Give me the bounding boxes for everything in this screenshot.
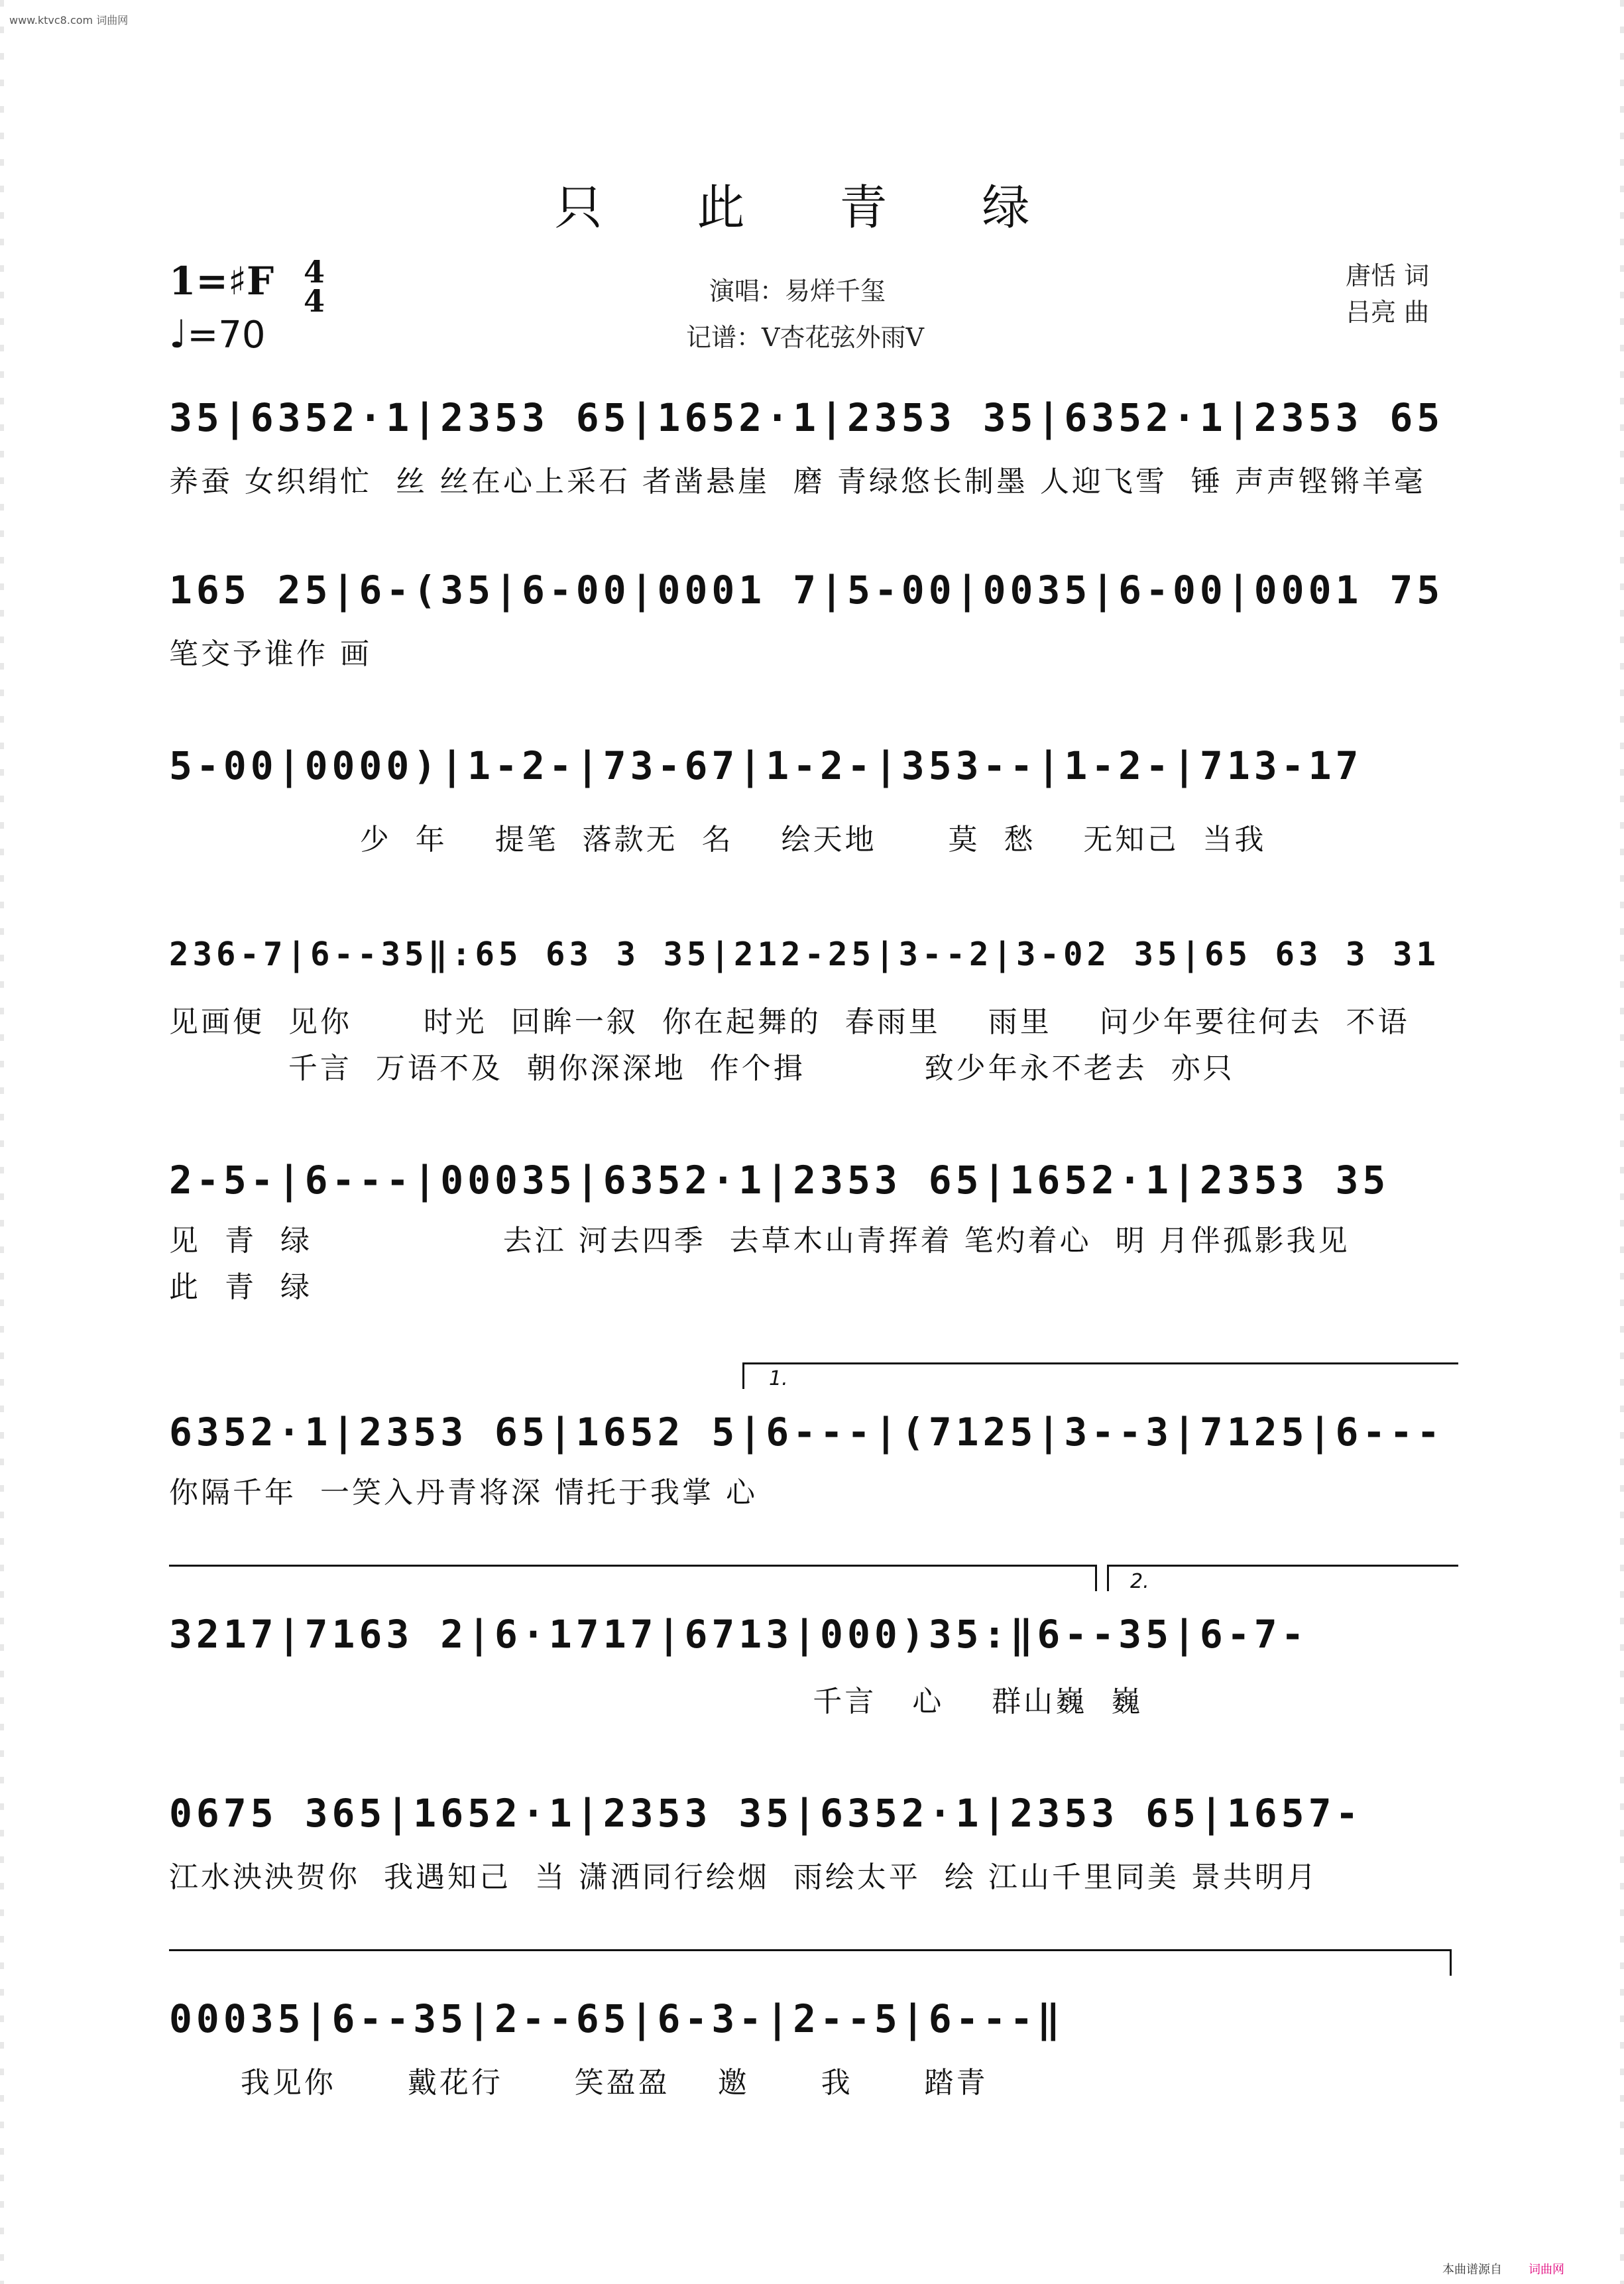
notation-line: 35|6352·1|2353 65|1652·1|2353 35|6352·1|2353 65: [169, 395, 1444, 440]
tempo-marking: [169, 312, 266, 357]
song-title: 只 此 青 绿: [554, 180, 1070, 235]
notation-line: 3217|7163 2|6·1717|6713|000)35:‖6--35|6-7-: [169, 1612, 1308, 1657]
time-sig-bottom: 4: [304, 283, 325, 319]
source-footer-text: 本曲谱源自: [1442, 2263, 1502, 2277]
lyric-line: 我见你 戴花行 笑盈盈 邀 我 踏青: [169, 2066, 988, 2100]
lyric-line-verse-1: 见 青 绿 去江 河去四季 去草木山青挥着 笔灼着心 明 月伴孤影我见: [169, 1224, 1350, 1258]
left-margin-strip: [0, 0, 4, 2284]
notation-line: 236-7|6--35‖:65 63 3 35|212-25|3--2|3-02 35|65 63 3 31: [169, 935, 1440, 973]
lyricist-credit: 唐恬 词: [1346, 261, 1430, 290]
coda-bracket-end: [1450, 1949, 1452, 1976]
volta-bracket-2-hook: [1107, 1565, 1109, 1591]
notation-line: 00035|6--35|2--65|6-3-|2--5|6---‖: [169, 1996, 1065, 2041]
volta-bracket-1-hook: [742, 1362, 744, 1389]
volta-bracket-1: [742, 1362, 1458, 1364]
right-margin-strip: [1620, 0, 1624, 2284]
lyric-line-verse-1: 见画便 见你 时光 回眸一叙 你在起舞的 春雨里 雨里 问少年要往何去 不语: [169, 1005, 1410, 1039]
composer-credit: 吕亮 曲: [1346, 298, 1430, 327]
site-watermark: www.ktvc8.com 词曲网: [9, 14, 129, 27]
notation-line: 0675 365|1652·1|2353 35|6352·1|2353 65|1657-: [169, 1791, 1363, 1836]
volta-bracket-1-end: [1095, 1565, 1097, 1591]
source-footer: [1442, 2260, 1564, 2277]
key-signature: 1=♯F: [169, 259, 274, 304]
time-sig-top: 4: [304, 254, 325, 290]
time-signature: [304, 254, 325, 319]
volta-number-2: 2.: [1130, 1570, 1149, 1593]
lyric-line: 少 年 提笔 落款无 名 绘天地 莫 愁 无知己 当我: [169, 823, 1267, 857]
lyric-line-verse-2: 千言 万语不及 朝你深深地 作个揖 致少年永不老去 亦只: [169, 1052, 1235, 1085]
notation-line: 2-5-|6---|00035|6352·1|2353 65|1652·1|2353 35: [169, 1158, 1390, 1203]
singer-credit: 演唱：易烊千玺: [709, 276, 886, 306]
tempo-value: =70: [187, 314, 266, 357]
notation-line: 165 25|6-(35|6-00|0001 7|5-00|0035|6-00|0001 75: [169, 568, 1444, 613]
lyric-line-verse-2: 此 青 绿: [169, 1270, 312, 1304]
volta-bracket-1-continued: [169, 1565, 1097, 1567]
scribe-credit: 记谱：V杏花弦外雨V: [686, 323, 924, 352]
lyric-line: 你隔千年 一笑入丹青将深 情托于我掌 心: [169, 1476, 758, 1510]
volta-bracket-2: [1107, 1565, 1458, 1567]
coda-bracket: [169, 1949, 1452, 1951]
quarter-note-icon: ♩: [169, 312, 188, 357]
lyric-line: 养蚕 女织绢忙 丝 丝在心上采石 者凿悬崖 磨 青绿悠长制墨 人迎飞雪 锤 声声铿锵羊毫: [169, 465, 1426, 499]
notation-line: 5-00|0000)|1-2-|73-67|1-2-|353--|1-2-|713-17: [169, 743, 1363, 788]
lyric-line: 笔交予谁作 画: [169, 637, 372, 671]
volta-number-1: 1.: [769, 1367, 788, 1390]
source-footer-brand: 词曲网: [1529, 2263, 1564, 2277]
notation-line: 6352·1|2353 65|1652 5|6---|(7125|3--3|7125|6---: [169, 1410, 1444, 1455]
lyric-line: 江水泱泱贺你 我遇知己 当 潇洒同行绘烟 雨绘太平 绘 江山千里同美 景共明月: [169, 1860, 1318, 1894]
lyric-line: 千言 心 群山巍 巍: [169, 1685, 1143, 1718]
